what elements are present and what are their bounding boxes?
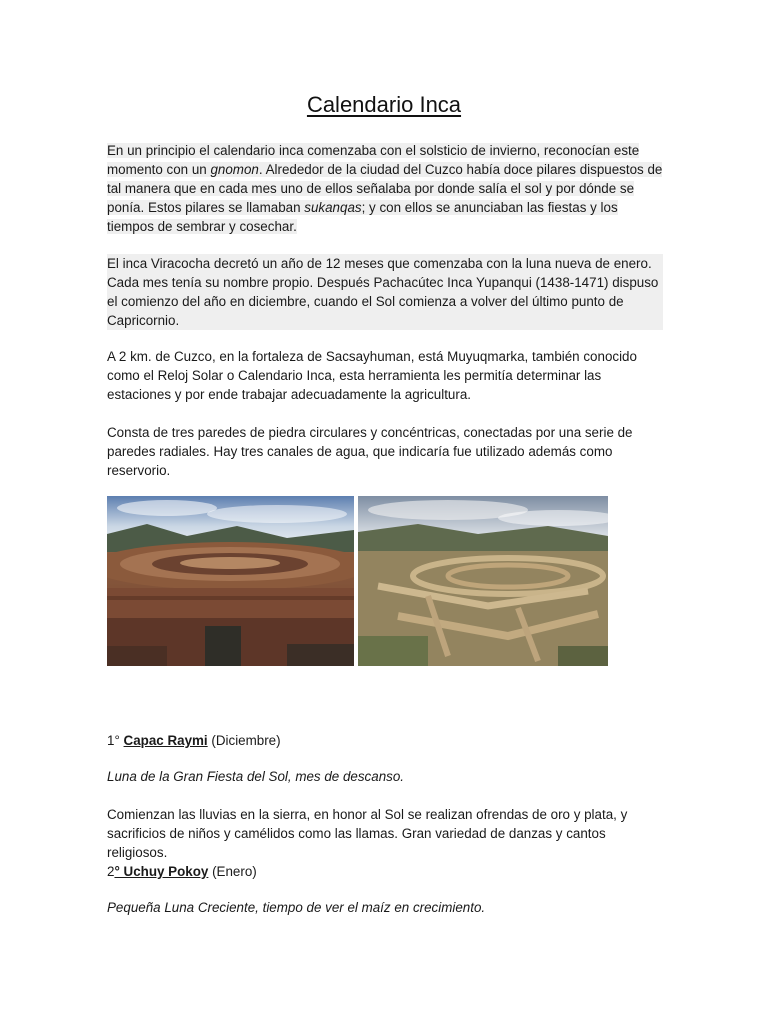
intro-text-b: . Alrededor de la ciudad del Cuzco había doce pilares dispuestos de tal manera que en cada mes uno de ellos señalaba por donde salía el sol y por dónde se ponía. Estos pilares se llamaban [107, 162, 663, 215]
month-heading-capac-raymi [107, 731, 663, 750]
month-heading-uchuy-pokoy [107, 862, 663, 881]
month-name-capac-raymi: Capac Raymi [123, 733, 208, 748]
image-circular-walls [107, 496, 354, 666]
paragraph-walls: Consta de tres paredes de piedra circulares y concéntricas, conectadas por una serie de paredes radiales. Hay tres canales de agua, que indicaría fue utilizado además como reservorio. [107, 425, 633, 478]
image-ruins-overview [358, 496, 608, 666]
month-desc-capac-raymi: Comienzan las lluvias en la sierra, en honor al Sol se realizan ofrendas de oro y plata, y sacrificios de niños y camélidos como las llamas. Gran variedad de danzas y cantos religiosos. [107, 807, 628, 860]
intro-text-c: ; y con ellos se anunciaban las fiestas y los tiempos de sembrar y cosechar. [107, 200, 618, 234]
page-title: Calendario Inca [306, 92, 462, 117]
month-subtitle-capac-raymi: Luna de la Gran Fiesta del Sol, mes de descanso. [107, 769, 405, 784]
intro-text-a: En un principio el calendario inca comenzaba con el solsticio de invierno, reconocían este momento con un [107, 143, 640, 177]
month-number: 1° [107, 733, 120, 748]
paragraph-intro [107, 141, 663, 236]
month-period: (Diciembre) [211, 733, 281, 748]
paragraph-viracocha: El inca Viracocha decretó un año de 12 meses que comenzaba con la luna nueva de enero. Cada mes tenía su nombre propio. Después Pachacútec Inca Yupanqui (1438-1471) dispuso el comienzo del año en diciembre, cuando el Sol comienza a volver del último punto de Capricornio. [107, 254, 663, 330]
month-subtitle-uchuy-pokoy: Pequeña Luna Creciente, tiempo de ver el maíz en crecimiento. [107, 900, 486, 915]
intro-emphasis-gnomon: gnomon [210, 162, 259, 177]
paragraph-muyuqmarka: A 2 km. de Cuzco, en la fortaleza de Sacsayhuman, está Muyuqmarka, también conocido como el Reloj Solar o Calendario Inca, esta herramienta les permitía determinar las estaciones y por ende trabajar adecuadamente la agricultura. [107, 349, 637, 402]
month-number: 2 [107, 864, 115, 879]
month-name-uchuy-pokoy: ° Uchuy Pokoy [114, 864, 209, 879]
intro-emphasis-sukanqas: sukanqas [304, 200, 362, 215]
month-period: (Enero) [212, 864, 257, 879]
